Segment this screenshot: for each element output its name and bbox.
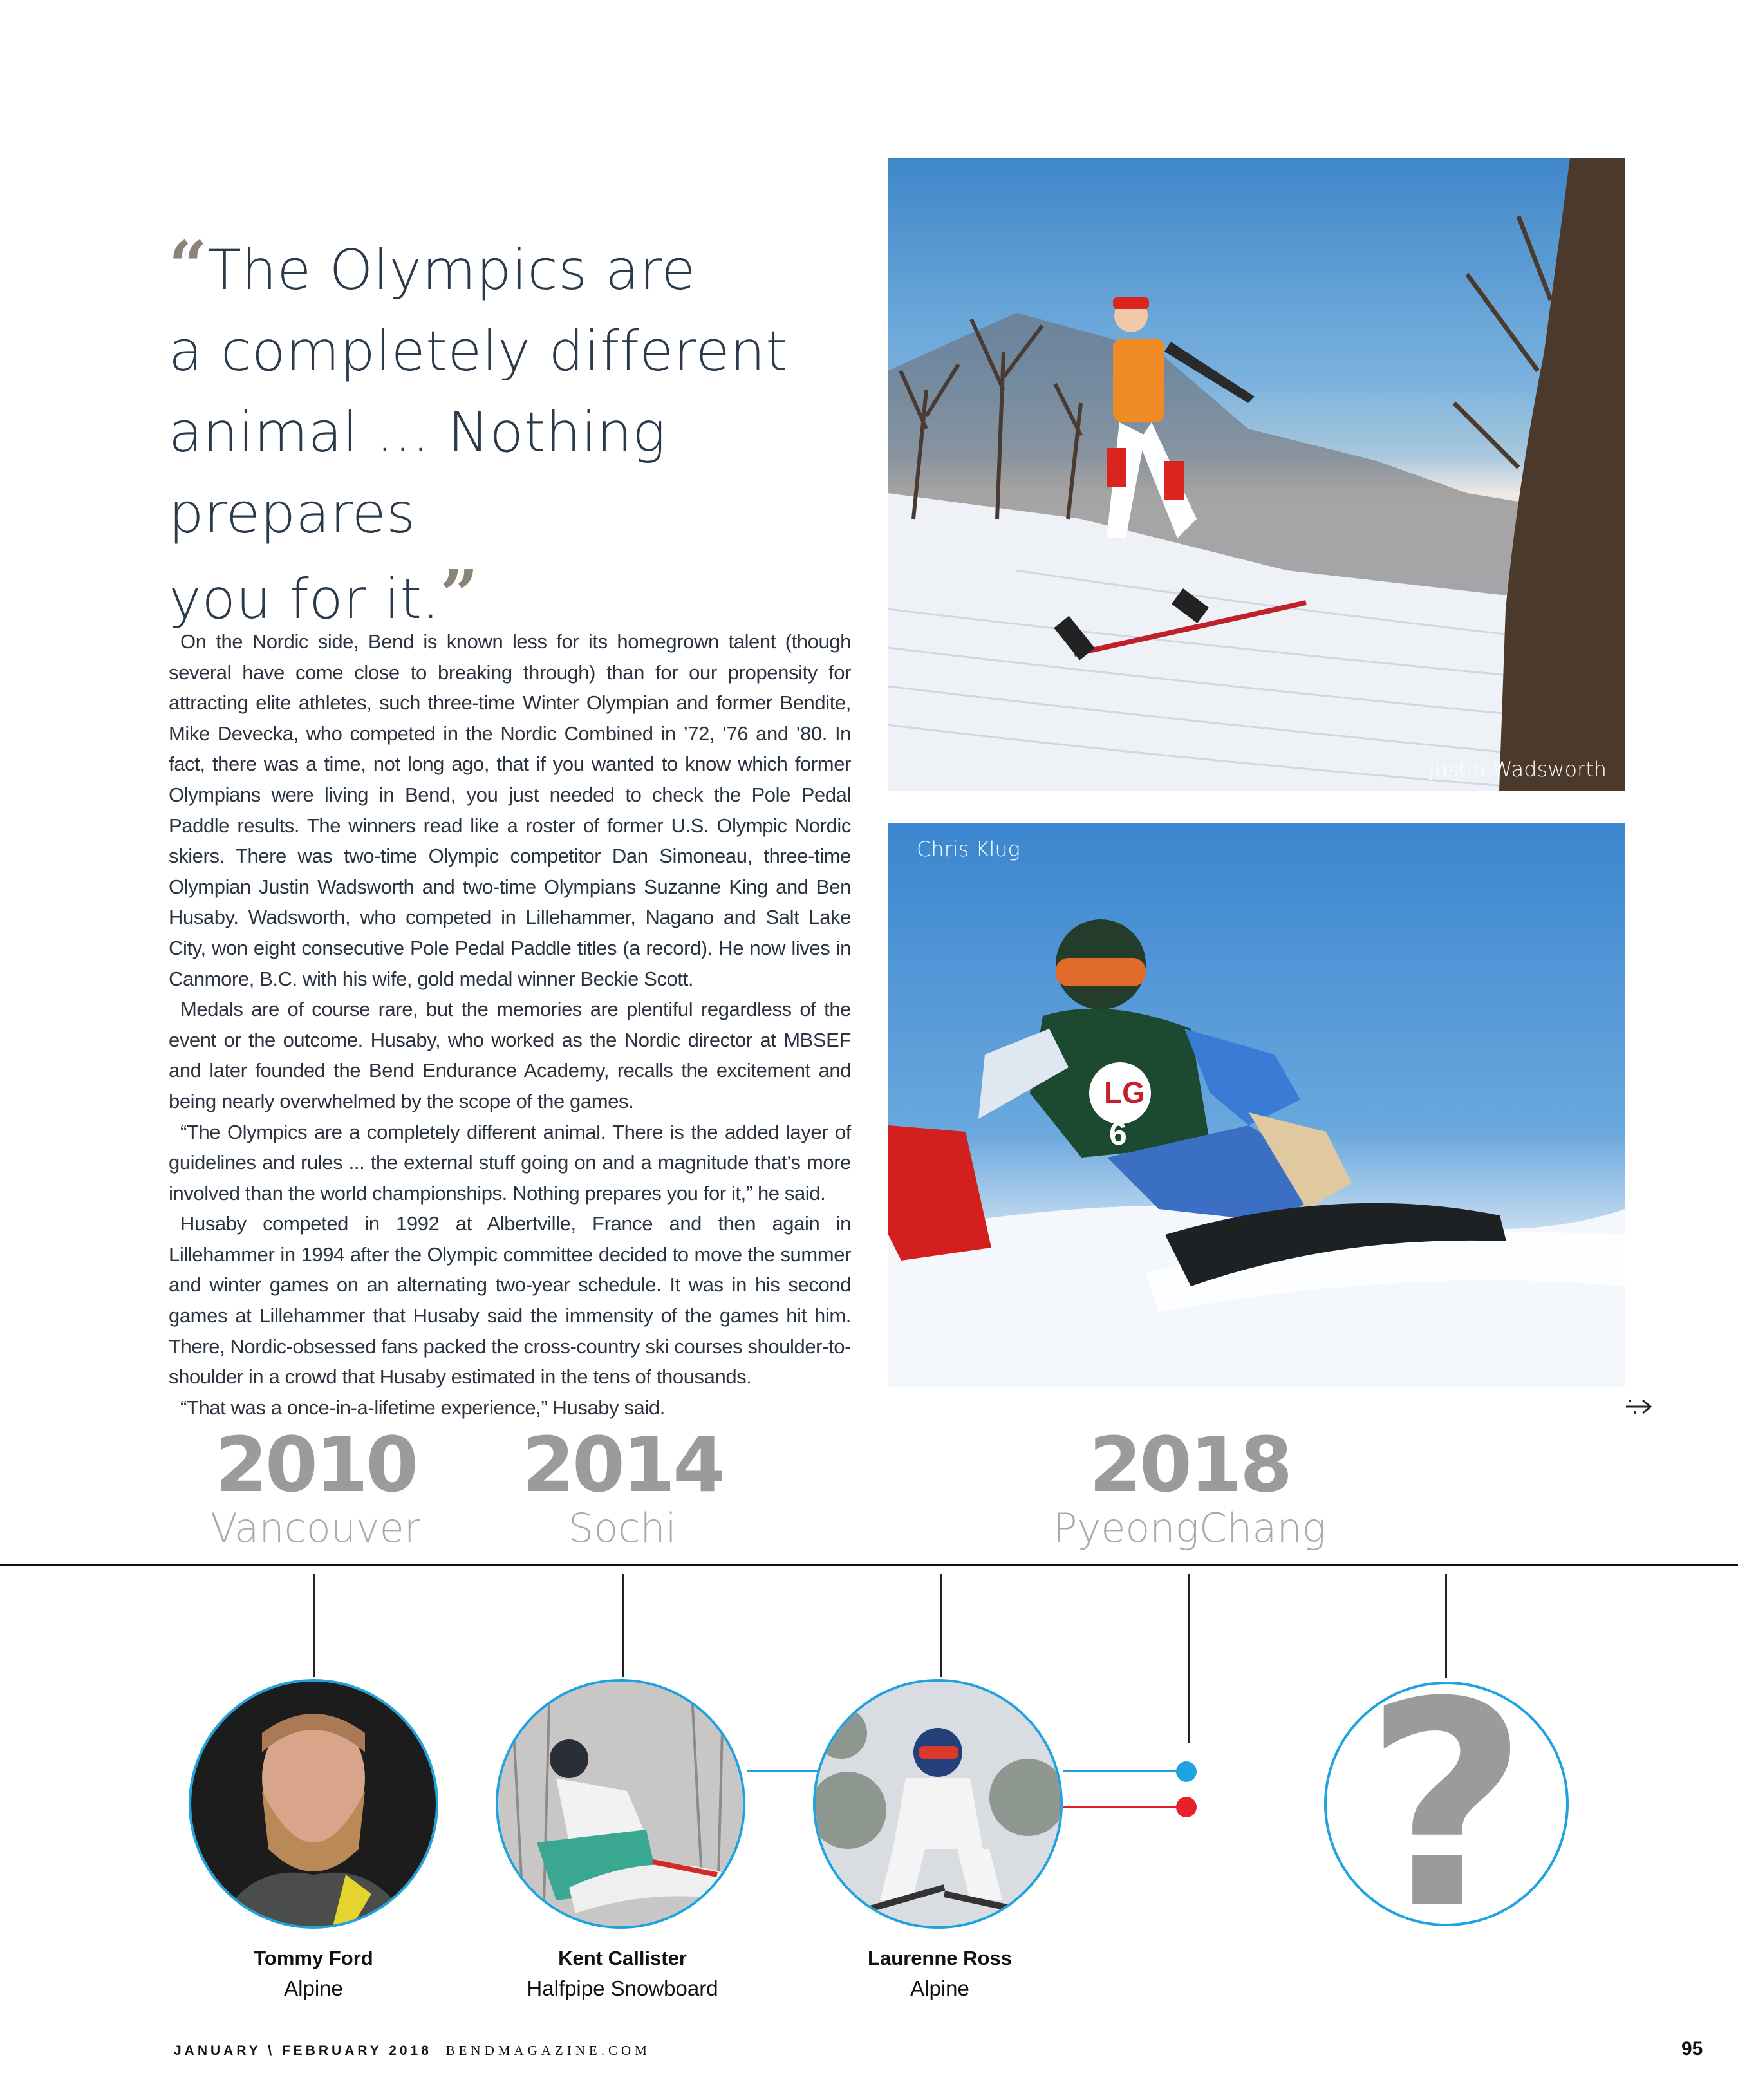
bib-text: LG bbox=[1104, 1076, 1145, 1109]
connector-2010 bbox=[313, 1574, 315, 1677]
paragraph: On the Nordic side, Bend is known less for its homegrown talent (though several have come close to breaking through) than for our propensity for attracting elite athletes, such three-time Winter Olympian and former Bendite, Mike Devecka, who competed in the Nordic Combined in ’72, ’76 and ’80. In fact, there was a time, not long ago, that if you wanted to know which former Olympians were living in Bend, you just needed to check the Pole Pedal Paddle results. The winners read like a roster of former U.S. Olympic Nordic skiers. There was two-time Olympic competitor Dan Simoneau, three-time Olympian Justin Wadsworth and two-time Olympians Suzanne King and Ben Husaby. Wadsworth, who competed in Lillehammer, Nagano and Salt Lake City, won eight consecutive Pole Pedal Paddle titles (a record). He now lives in Canmore, B.C. with his wife, gold medal winner Beckie Scott. bbox=[169, 630, 851, 990]
close-quote-mark: ” bbox=[440, 555, 479, 634]
connector-laurenne bbox=[940, 1574, 942, 1677]
athlete-portrait-tommy-ford bbox=[189, 1679, 438, 1929]
open-quote-mark: “ bbox=[169, 226, 208, 305]
connector-future bbox=[1445, 1574, 1447, 1678]
question-mark-icon: ? bbox=[1364, 1682, 1529, 1926]
snowboarder-photo bbox=[888, 823, 1625, 1387]
blue-connector-2018 bbox=[1063, 1770, 1186, 1772]
red-dot bbox=[1176, 1797, 1197, 1817]
athlete-sport-tommy-ford: Alpine bbox=[284, 1976, 343, 2000]
pull-quote-line-4: you for it.” bbox=[169, 555, 479, 634]
article-body bbox=[169, 626, 851, 1423]
athlete-sport-laurenne-ross: Alpine bbox=[910, 1976, 969, 2000]
timeline-year-2018: 2018 bbox=[1089, 1420, 1291, 1509]
athlete-name-laurenne-ross: Laurenne Ross bbox=[868, 1947, 1012, 1969]
paragraph: Medals are of course rare, but the memories are plentiful regardless of the event or the outcome. Husaby, who worked as the Nordic director at MBSEF and later founded the Bend Endurance Academy, recalls the excitement and being nearly overwhelmed by the scope of the games. bbox=[169, 998, 851, 1112]
athlete-sport-kent-callister: Halfpipe Snowboard bbox=[527, 1976, 718, 2000]
bib-number: 6 bbox=[1109, 1116, 1127, 1152]
blue-dot bbox=[1176, 1761, 1197, 1782]
athlete-name-tommy-ford: Tommy Ford bbox=[254, 1947, 373, 1969]
pull-quote-line-3: animal ... Nothing prepares bbox=[169, 400, 666, 546]
footer-issue: JANUARY \ FEBRUARY 2018 BENDMAGAZINE.COM bbox=[174, 2043, 651, 2058]
continue-arrow-icon bbox=[1623, 1397, 1656, 1416]
laurenne-ross-photo bbox=[816, 1682, 1060, 1926]
athlete-name-kent-callister: Kent Callister bbox=[558, 1947, 687, 1969]
paragraph: “That was a once-in-a-lifetime experience,” Husaby said. bbox=[180, 1396, 665, 1419]
pull-quote-line-2: a completely different bbox=[169, 319, 788, 384]
connector-2014 bbox=[622, 1574, 624, 1677]
snowboard-photo-illustration bbox=[888, 823, 1625, 1387]
nordic-skier-photo bbox=[888, 158, 1625, 791]
timeline-axis bbox=[0, 1564, 1738, 1566]
nordic-photo-illustration bbox=[888, 158, 1625, 791]
paragraph: Husaby competed in 1992 at Albertville, France and then again in Lillehammer in 1994 after the Olympic committee decided to move the summer and winter games on an alternating two-year schedule. It was in his second games at Lillehammer that Husaby said the immensity of the games hit him. There, Nordic-obsessed fans packed the cross-country ski courses shoulder-to-shoulder in a crowd that Husaby estimated in the tens of thousands. bbox=[169, 1212, 851, 1389]
tommy-ford-portrait bbox=[191, 1682, 436, 1926]
timeline-city-pyeongchang: PyeongChang bbox=[1053, 1505, 1326, 1552]
pull-quote bbox=[169, 225, 864, 640]
connector-2018 bbox=[1188, 1574, 1190, 1743]
mystery-athlete-circle bbox=[1324, 1682, 1569, 1926]
photo-credit-nordic: Justin Wadsworth bbox=[1428, 757, 1607, 782]
athlete-portrait-laurenne-ross bbox=[813, 1679, 1063, 1929]
timeline-city-sochi: Sochi bbox=[568, 1505, 677, 1552]
timeline-city-vancouver: Vancouver bbox=[210, 1505, 421, 1552]
footer-site: BENDMAGAZINE.COM bbox=[445, 2043, 651, 2058]
photo-credit-snowboard: Chris Klug bbox=[917, 837, 1020, 861]
kent-callister-photo bbox=[498, 1682, 743, 1926]
red-connector-2018 bbox=[1063, 1806, 1186, 1808]
page-number: 95 bbox=[1681, 2038, 1703, 2059]
pull-quote-line-1: “The Olympics are bbox=[169, 226, 696, 305]
timeline-year-2010: 2010 bbox=[214, 1420, 416, 1509]
athlete-portrait-kent-callister bbox=[496, 1679, 745, 1929]
paragraph: “The Olympics are a completely different animal. There is the added layer of guidelines and rules ... the external stuff going on and a magnitude that’s more involved than the world championships. Nothing prepares you for it,” he said. bbox=[169, 1120, 851, 1205]
timeline-year-2014: 2014 bbox=[521, 1420, 724, 1509]
blue-connector bbox=[747, 1770, 818, 1772]
